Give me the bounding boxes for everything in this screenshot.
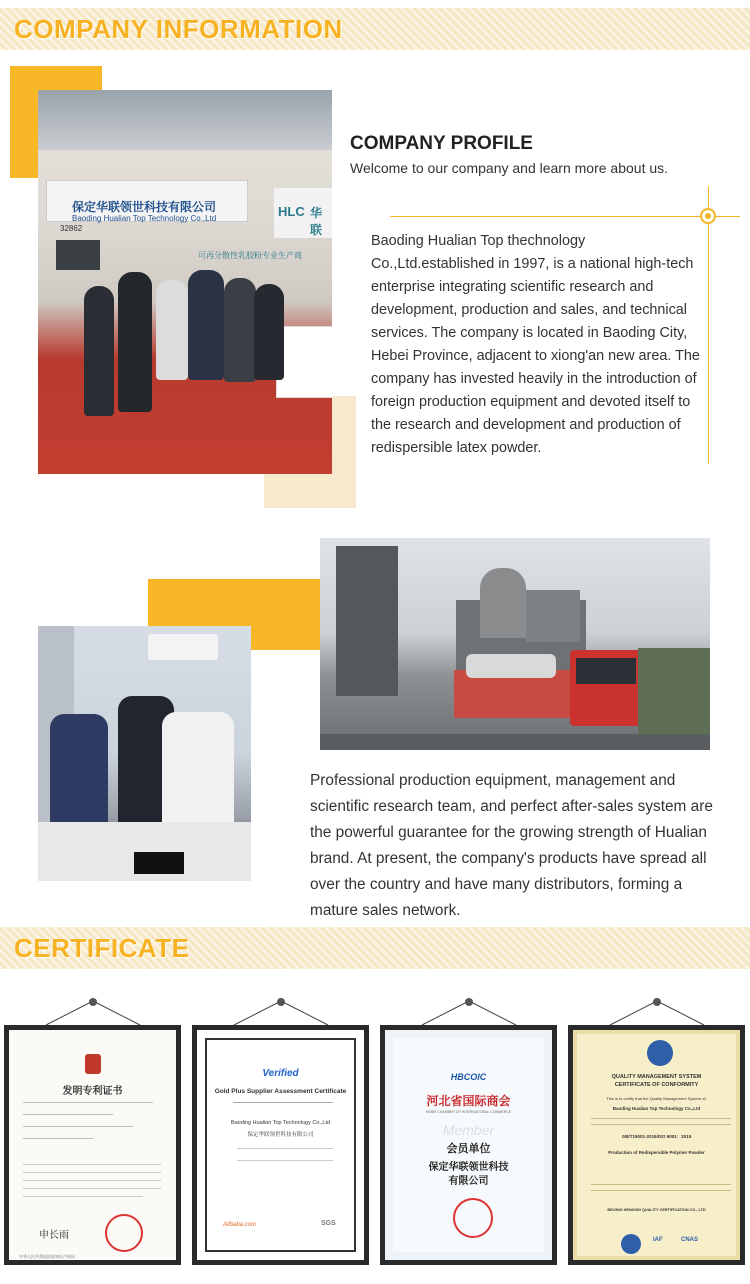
- qms-title-line2: CERTIFICATE OF CONFORMITY: [614, 1082, 699, 1088]
- verified-company-cn: 保定华联领世科技有限公司: [247, 1132, 314, 1138]
- booth-sign-cn: 保定华联领世科技有限公司: [72, 200, 217, 214]
- qms-intro: This is to certify that the Quality Management System of:: [606, 1096, 707, 1101]
- certificate-patent: [4, 1025, 181, 1265]
- qms-title-line1: QUALITY MANAGEMENT SYSTEM: [611, 1074, 702, 1080]
- booth-number: 32862: [60, 224, 83, 233]
- frame-hanger-icon: [226, 997, 336, 1027]
- hbcoic-watermark: Member: [442, 1122, 495, 1138]
- frame-hanger-icon: [602, 997, 712, 1027]
- decor-circle-icon: [700, 208, 716, 224]
- company-info-band: [0, 8, 750, 50]
- qms-issuer: BEIJING HENGXIN QUALITY CERTIFICATION CO., LTD: [607, 1208, 706, 1212]
- certificate-band: [0, 927, 750, 969]
- company-about-paragraph: Professional production equipment, management and scientific research team, and perfect after-sales system are the powerful guarantee for the growing strength of Hualian brand. At present, the company's products have spread all over the country and have many distributors, forming a mature sales network.: [310, 772, 713, 919]
- official-seal-icon: [105, 1214, 143, 1252]
- verified-cert-title: Gold Plus Supplier Assessment Certificate: [214, 1088, 347, 1095]
- certificate-verified-supplier: [192, 1025, 369, 1265]
- office-meeting-photo: [38, 626, 251, 881]
- section-title-company-information: COMPANY INFORMATION: [14, 14, 343, 44]
- decor-vertical-line: [708, 186, 709, 464]
- factory-truck-photo: [320, 538, 710, 750]
- hengxin-logo-icon: [647, 1040, 673, 1066]
- hbcoic-company-line1: 保定华联领世科技: [428, 1162, 509, 1173]
- official-seal-icon: [453, 1198, 493, 1238]
- booth-logo-cn: 华联: [310, 206, 323, 237]
- frame-hanger-icon: [38, 997, 148, 1027]
- alibaba-logo: Alibaba.com: [223, 1222, 257, 1228]
- booth-logo: HLC: [278, 204, 305, 219]
- hbcoic-company-line2: 有限公司: [448, 1176, 489, 1187]
- cnas-badge: CNAS: [681, 1237, 699, 1243]
- patent-title: 发明专利证书: [62, 1086, 123, 1097]
- qms-standard: GB/T19001-2016/ISO 9001：2015: [621, 1134, 692, 1139]
- patent-signature: 申长雨: [39, 1230, 69, 1241]
- section-title-certificate: CERTIFICATE: [14, 933, 190, 963]
- certificate-quality-management: [568, 1025, 745, 1265]
- verified-badge: Verified: [262, 1068, 299, 1079]
- qms-scope: Production of Redispersible Polymer Powder: [608, 1150, 705, 1155]
- hbcoic-org-cn: 河北省国际商会: [426, 1094, 511, 1108]
- booth-slogan-cn: 可再分散性乳胶粉专业生产商: [198, 251, 302, 260]
- company-profile-paragraph: Baoding Hualian Top thechnology Co.,Ltd.established in 1997, is a national high-tech enterprise integrating scientific research and development, production and sales, and technical services. The company is located in Baoding City, Hebei Province, adjacent to xiong'an new area. The company has invested heavily in the introduction of foreign production equipment and devoted itself to the research and development and production of redispersible latex powder.: [371, 233, 700, 456]
- qms-company: Baoding Hualian Top Technology Co.,Ltd: [612, 1106, 701, 1111]
- company-profile-subtitle: Welcome to our company and learn more about us.: [350, 160, 669, 176]
- hbcoic-member-label: 会员单位: [446, 1143, 491, 1155]
- patent-seal-text: 中华人民共和国国家知识产权局: [19, 1254, 75, 1259]
- booth-sign-en: Baoding Hualian Top Technology Co.,Ltd: [72, 214, 217, 223]
- decor-horizontal-line: [390, 216, 740, 217]
- verified-company-en: Baoding Hualian Top Technology Co.,Ltd: [230, 1120, 331, 1126]
- patent-emblem-icon: [85, 1054, 101, 1074]
- company-profile-title: COMPANY PROFILE: [350, 133, 533, 154]
- exhibition-booth-photo: [38, 90, 332, 474]
- certificate-hbcoic-member: [380, 1025, 557, 1265]
- sgs-logo: SGS: [321, 1220, 336, 1227]
- hbcoic-logo: HBCOIC: [450, 1072, 487, 1082]
- hbcoic-org-en: HEBEI CHAMBER OF INTERNATIONAL COMMERCE: [425, 1110, 512, 1114]
- iaf-badge: IAF: [653, 1237, 663, 1243]
- frame-hanger-icon: [414, 997, 524, 1027]
